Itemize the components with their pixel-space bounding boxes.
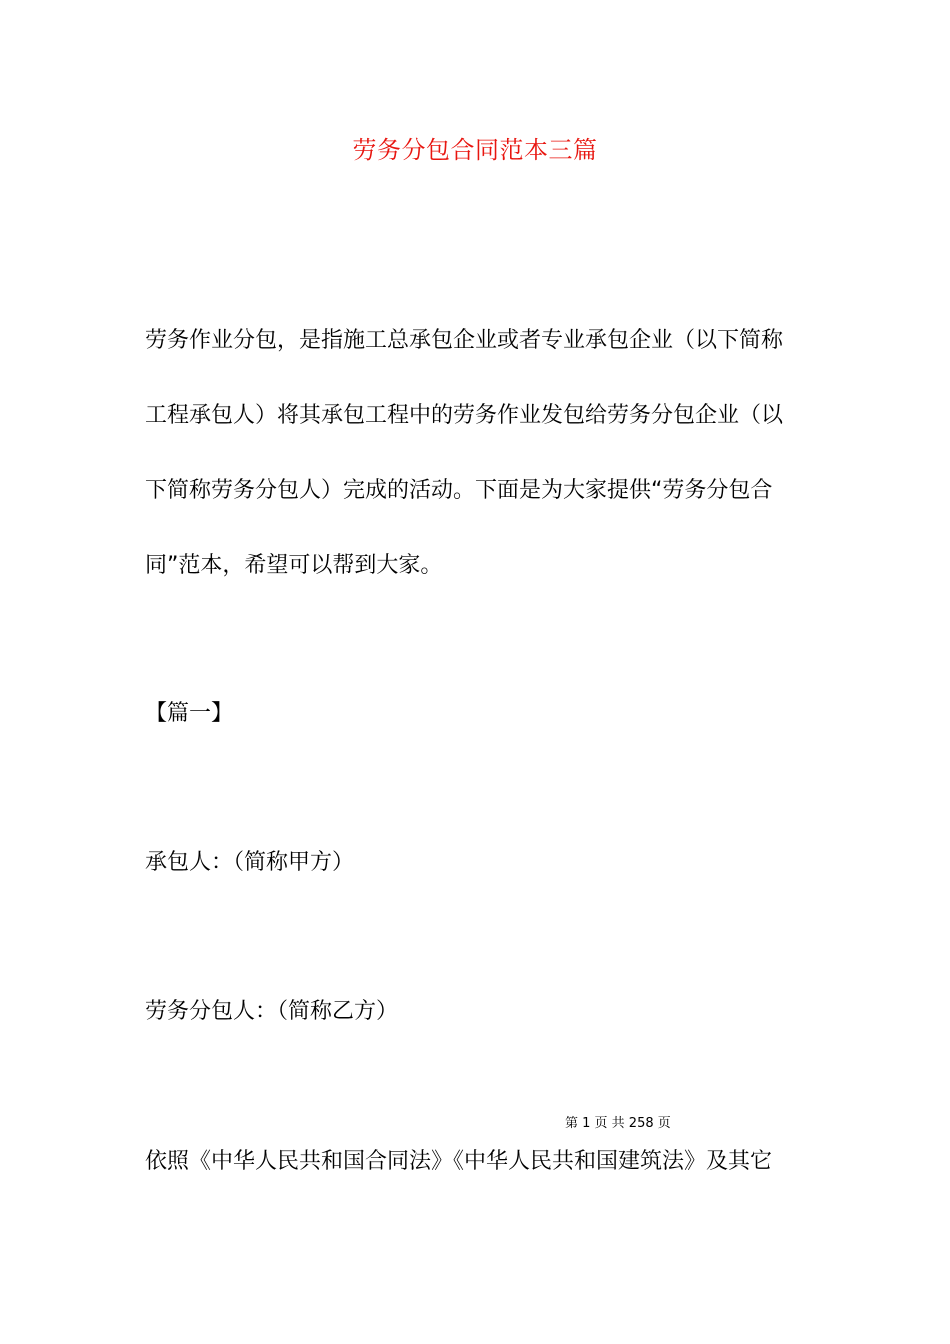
basis-line: 依照《中华人民共和国合同法》《中华人民共和国建筑法》及其它 xyxy=(145,1149,773,1174)
intro-line-2: 工程承包人）将其承包工程中的劳务作业发包给劳务分包企业（以 xyxy=(145,403,784,428)
page-footer: 第 1 页 共 258 页 xyxy=(565,1116,671,1131)
section-heading: 【篇一】 xyxy=(145,701,234,726)
subcontractor-line: 劳务分包人：（简称乙方） xyxy=(145,999,399,1024)
contractor-line: 承包人：（简称甲方） xyxy=(145,850,355,875)
intro-line-1: 劳务作业分包，是指施工总承包企业或者专业承包企业（以下简称 xyxy=(145,328,784,353)
document-title: 劳务分包合同范本三篇 xyxy=(352,136,598,164)
intro-line-4: 同”范本，希望可以帮到大家。 xyxy=(145,553,443,578)
intro-line-3: 下简称劳务分包人）完成的活动。下面是为大家提供“劳务分包合 xyxy=(145,478,773,503)
